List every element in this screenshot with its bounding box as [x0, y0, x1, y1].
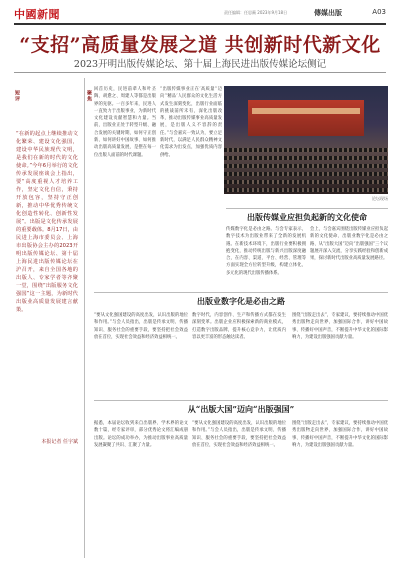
lower-column-c: 围绕“出版走出去”，专家建议，要持续推动中国优秀出版物走向世界，加强国际合作，讲好中国故事、传播好中国声音，不断提升中华文化的国际影响力，为建设出版强国贡献力量。 [292, 313, 388, 340]
section-title: 傳媒出版 [314, 9, 342, 17]
lower-column-d: 据悉，本届论坛收到来自出版界、学术界的论文数十篇，经专家评审，部分优秀论文将汇编成册出版。论坛的成功举办，为推动出版事业高质量发展凝聚了共识、汇聚了力量。 [94, 421, 188, 448]
top-rule [14, 23, 386, 25]
header-meta: 责任编辑：任思蘅 2023年9月18日 [224, 10, 288, 15]
article-label: 聚焦 [86, 90, 92, 102]
commentary-label: 短评 [14, 90, 20, 102]
lower-column-f: 围绕“出版走出去”，专家建议，要持续推动中国优秀出版物走向世界，加强国际合作，讲好中国故事、传播好中国声音，不断提升中华文化的国际影响力，为建设出版强国贡献力量。 [292, 421, 388, 448]
commentary-byline: 本报记者 任宇斌 [41, 439, 78, 445]
subheadline: 2023开明出版传媒论坛、第十届上海民进出版传媒论坛侧记 [73, 59, 327, 70]
lower-column-b: 数字时代，内容创作、生产和传播方式都在发生深刻变革。出版企业应积极探索新的商业模式，打造数字出版品牌，提升核心竞争力，让优质内容以更丰富的形态触达读者。 [192, 313, 286, 340]
masthead [14, 6, 386, 22]
commentary-column: “在新的起点上继续推动文化繁荣、建设文化强国，建设中华民族现代文明，是我们在新的时代的文化使命。”今年6月举行的文化传承发展座谈会上指出，要“高度重视人才培养工作，坚定文化自信，秉持开放包容，坚持守正创新，推动中华优秀传统文化创造性转化、创新性发展”。出版是文化传承发展的重要载体。8月17日，由民进上海市委员会、上海市出版协会主办的2023开明出版传媒论坛、第十届上海民进出版传媒论坛在沪召开，来自全国各地的出版人、专家学者等齐聚一堂，围绕“出版服务文化强国”这一主题，为新时代出版业高质量发展建言献策。 [16, 131, 78, 313]
stage-backdrop [248, 100, 364, 136]
article-column-2: “出版传媒事业正在‘高质量’‘迈向’‘精品’人民群众的文化生活方式发生深刻变化，出版行业面临的挑战前所未有，深化出版改革，推动出版传媒事业高质量发展，是出版人义不容辞的责任。”与会嘉宾一致认为，要立足新时代，以满足人民群众精神文化需求为出发点，加强优质内容供给。 [160, 87, 222, 158]
column-divider [84, 78, 85, 558]
headline: “支招”高质量发展之道 共创新时代新文化 [19, 34, 381, 56]
subhead-digitalization: 出版业数字化是必由之路 [197, 296, 285, 306]
stage-banner [252, 108, 360, 114]
lower-column-a: “要从文化强国建设的高度出发，认识出版的地位和作用。”与会人员指出，出版是传承文明、传播知识、服务社会的重要手段，要坚持把社会效益放在首位，实现社会效益和经济效益相统一。 [94, 313, 188, 340]
article-column-4: 会上，与会嘉宾围绕出版传媒业应担负起新的文化使命、出版业数字化是必由之路、从“出版大国”迈向“出版强国”三个议题展开深入交流，分享实践经验和创新成果，探讨新时代出版业高质量发展路径。 [310, 227, 388, 262]
subhead-publishing-power: 从“出版大国”迈向“出版强国” [187, 404, 295, 414]
lower-column-e: “要从文化强国建设的高度出发，认识出版的地位和作用。”与会人员指出，出版是传承文明、传播知识、服务社会的重要手段，要坚持把社会效益放在首位，实现社会效益和经济效益相统一。 [192, 421, 286, 448]
page-number: A03 [372, 8, 386, 16]
photo-caption: 论坛现场 [372, 196, 388, 201]
newspaper-logo: 中國新聞 [14, 8, 60, 21]
subheadline-rule [14, 72, 386, 73]
article-column-1: 回首历史，民进前辈人和叶圣陶、胡愈之、周建人等都是出版界的先驱。一百多年来，民进人一直致力于出版事业，为新时代文化建设贡献智慧和力量。当前，出版业正处于转型升级、融合发展的关键时期，如何守正创新、如何讲好中国故事、如何推动出版高质量发展，是摆在每一位出版人面前的时代课题。 [94, 87, 156, 158]
forum-photo [224, 86, 388, 194]
article-column-3: 传媒数字化是必由之路。与会专家表示，数字技术为出版业带来了全新的发展机遇。在新技术环境下，出版行业要积极拥抱变化，推动传统出版与新兴出版深度融合，在内容、渠道、平台、经营、管理等方面实现全方位转型升级，构建立体化、多元化的现代出版传播体系。 [226, 227, 306, 276]
subhead-cultural-mission: 出版传媒业应担负起新的文化使命 [247, 212, 367, 222]
